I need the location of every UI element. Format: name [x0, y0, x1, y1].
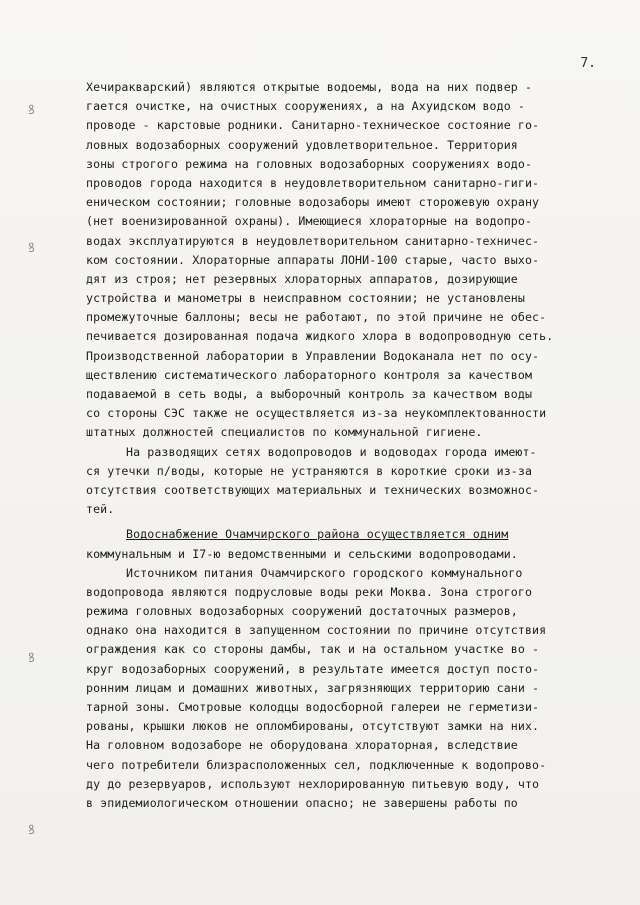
text-line: Хечиракварский) являются открытые водоемы, вода на них подвер -	[86, 80, 533, 94]
text-line: ком состоянии. Хлораторные аппараты ЛОНИ-100 старые, часто выхо-	[86, 252, 540, 267]
text-line: ся утечки п/воды, которые не устраняются в короткие сроки из-за	[86, 463, 533, 478]
text-line: проводе - карстовые родники. Санитарно-техническое состояние го-	[86, 118, 540, 133]
page-number: 7.	[580, 56, 596, 71]
text-line: со стороны СЭС также не осуществляется из-за неукомплектованности	[86, 406, 547, 421]
text-line: Источником питания Очамчирского городского коммунального	[126, 565, 523, 580]
text-line: водах эксплуатируются в неудовлетворительном санитарно-техничес-	[86, 233, 540, 248]
text-line: ловных водозаборных сооружений удовлетворительное. Территория	[86, 137, 518, 152]
section-heading-line: Водоснабжение Очамчирского района осуществляется одним	[126, 527, 509, 542]
text-line: Производственной лаборатории в Управлении Водоканала нет по осу-	[86, 348, 540, 363]
margin-mark: ꝸ	[28, 103, 35, 118]
text-line: устройства и манометры в неисправном состоянии; не установлены	[86, 291, 525, 306]
margin-mark: ꝸ	[28, 651, 35, 666]
text-line: однако она находится в запущенном состоянии по причине отсутствия	[86, 623, 547, 638]
text-line: печивается дозированная подача жидкого хлора в водопроводную сеть.	[86, 329, 554, 344]
text-line: коммунальным и I7-ю ведомственными и сельскими водопроводами.	[86, 546, 518, 561]
text-line: дят из строя; нет резервных хлораторных аппаратов, дозирующие	[86, 271, 518, 286]
text-line: круг водозаборных сооружений, в результате имеется доступ посто-	[86, 661, 540, 676]
text-line: еническом состоянии; головные водозаборы имеют сторожевую охрану	[86, 195, 540, 210]
text-line: ограждения как со стороны дамбы, так и на остальном участке во -	[86, 642, 540, 657]
text-line: водопровода являются подрусловые воды реки Моква. Зона строгого	[86, 584, 533, 599]
text-line: На головном водозаборе не оборудована хлораторная, вследствие	[86, 738, 518, 753]
text-line: штатных должностей специалистов по коммунальной гигиене.	[86, 425, 483, 440]
text-line: рованы, крышки люков не опломбированы, отсутствуют замки на них.	[86, 719, 540, 734]
text-line: отсутствия соответствующих материальных и технических возможнос-	[86, 482, 540, 497]
text-line: зоны строгого режима на головных водозаборных сооружениях водо-	[86, 156, 533, 171]
text-line: тей.	[86, 502, 115, 517]
text-line: тарной зоны. Смотровые колодцы водосборной галереи не герметизи-	[86, 700, 540, 714]
margin-mark: ꝸ	[28, 823, 35, 838]
text-line: в эпидемиологическом отношении опасно; не завершены работы по	[86, 795, 518, 810]
text-line: режима головных водозаборных сооружений достаточных размеров,	[86, 604, 518, 619]
body-text	[86, 78, 626, 813]
text-line: (нет военизированной охраны). Имеющиеся хлораторные на водопро-	[86, 214, 533, 229]
text-line: ществлению систематического лабораторного контроля за качеством	[86, 367, 533, 382]
text-line: чего потребители близрасположенных сел, подключенные к водопрово-	[86, 757, 547, 772]
text-line: На разводящих сетях водопроводов и водоводах города имеют-	[126, 444, 537, 459]
margin-mark: ꝸ	[28, 241, 35, 256]
text-line: проводов города находится в неудовлетворительном санитарно-гиги-	[86, 175, 540, 190]
text-line: промежуточные баллоны; весы не работают, по этой причине не обес-	[86, 310, 547, 325]
text-line: подаваемой в сеть воды, а выборочный контроль за качеством воды	[86, 387, 533, 401]
text-line: ду до резервуаров, используют нехлорированную питьевую воду, что	[86, 776, 540, 791]
text-line: гается очистке, на очистных сооружениях, а на Ахуидском водо -	[86, 99, 525, 114]
text-line: ронним лицам и домашних животных, загрязняющих территорию сани -	[86, 680, 540, 695]
